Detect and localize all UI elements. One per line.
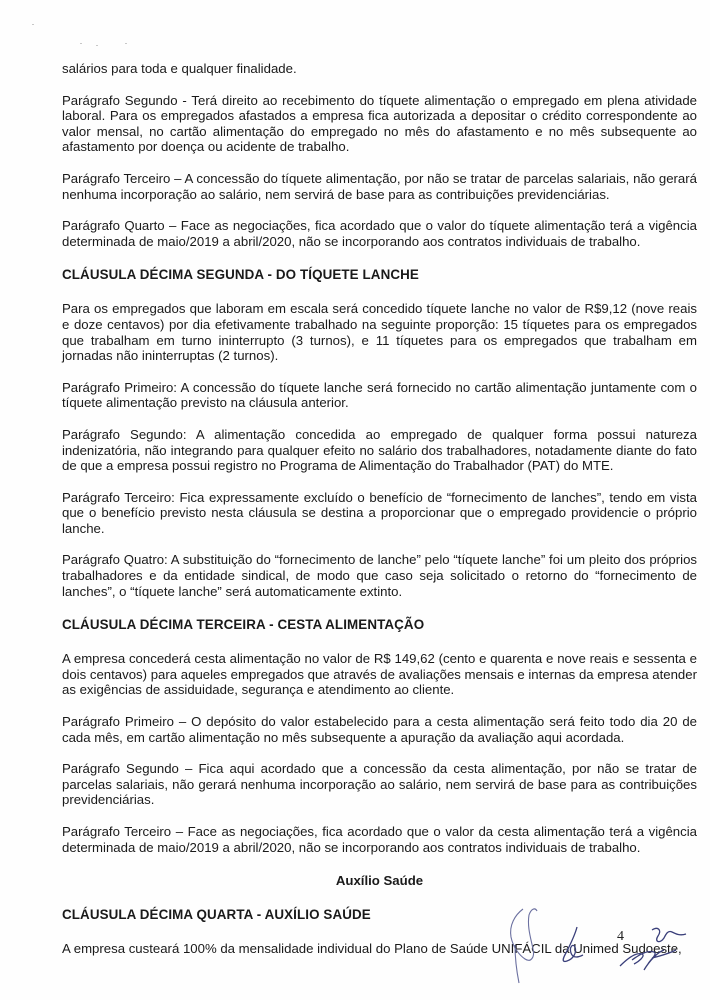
- clause-12-paragrafo-terceiro: Parágrafo Terceiro: Fica expressamente excluído o benefício de “fornecimento de lanches”, tendo em vista que o benefício previsto nesta cláusula se destina a proporcionar que o empregado providencie o próprio lanche.: [62, 489, 697, 536]
- signature-initial-1: [505, 905, 555, 985]
- page-number: 4: [617, 929, 624, 944]
- signature-initial-4: [618, 944, 678, 974]
- paragraph-terceiro-alimentacao: Parágrafo Terceiro – A concessão do tíquete alimentação, por não se tratar de parcelas salariais, não gerará nenhuma incorporação ao salário, nem servirá de base para as contribuições previdenciárias.: [62, 170, 697, 202]
- clause-13-paragrafo-primeiro: Parágrafo Primeiro – O depósito do valor estabelecido para a cesta alimentação será feito todo dia 20 de cada mês, em cartão alimentação no mês subsequente a apuração da avaliação aqui acordada.: [62, 714, 697, 745]
- clause-13-paragrafo-terceiro: Parágrafo Terceiro – Face as negociações, fica acordado que o valor da cesta alimentação terá a vigência determinada de maio/2019 a abril/2020, não se incorporando aos contratos individuais de trabalho.: [62, 824, 697, 855]
- scan-speck: [80, 43, 82, 44]
- scan-speck: [32, 24, 34, 25]
- section-title-auxilio-saude: Auxílio Saúde: [335, 873, 424, 889]
- clause-13-body: A empresa concederá cesta alimentação no valor de R$ 149,62 (cento e quarenta e nove reais e sessenta e dois centavos) para aqueles empregados que através de avaliações mensais e internas da empresa atender as exigências de assiduidade, segurança e atendimento ao cliente.: [62, 651, 697, 698]
- signature-initial-2: [557, 925, 587, 965]
- clause-12-paragrafo-quatro: Parágrafo Quatro: A substituição do “fornecimento de lanche” pelo “tíquete lanche” foi um pleito dos próprios trabalhadores e da entidade sindical, de modo que caso seja solicitado o retorno do “fornecimento de lanches”, o “tíquete lanche” será automaticamente extinto.: [62, 552, 697, 599]
- signature-initial-3: [648, 924, 688, 946]
- clause-14-body: A empresa custeará 100% da mensalidade individual do Plano de Saúde UNIFÁCIL da Unimed Sudoeste,: [62, 940, 682, 956]
- clause-13-paragrafo-segundo: Parágrafo Segundo – Fica aqui acordado que a concessão da cesta alimentação, por não se tratar de parcelas salariais, não gerará nenhuma incorporação ao salário, nem servirá de base para as contribuições previdenciárias.: [62, 761, 697, 808]
- paragraph-salarios: salários para toda e qualquer finalidade.: [62, 61, 297, 76]
- clause-14-heading: CLÁUSULA DÉCIMA QUARTA - AUXÍLIO SAÚDE: [62, 906, 371, 922]
- scan-speck: [96, 45, 98, 46]
- clause-13-heading: CLÁUSULA DÉCIMA TERCEIRA - CESTA ALIMENTAÇÃO: [62, 617, 425, 633]
- scan-speck: [125, 43, 127, 44]
- clause-12-body: Para os empregados que laboram em escala será concedido tíquete lanche no valor de R$9,12 (nove reais e doze centavos) por dia efetivamente trabalhado na seguinte proporção: 15 tíquetes para os empregados que trabalham em turno ininterrupto (3 turnos), e 11 tíquetes para os empregados que trabalham em jornadas não ininterruptas (2 turnos).: [62, 301, 697, 364]
- clause-12-paragrafo-segundo: Parágrafo Segundo: A alimentação concedida ao empregado de qualquer forma possui natureza indenizatória, não integrando para qualquer efeito no salário dos trabalhadores, notadamente diante do fato de que a empresa possui registro no Programa de Alimentação do Trabalhador (PAT) do MTE.: [62, 426, 697, 474]
- paragraph-quarto-alimentacao: Parágrafo Quarto – Face as negociações, fica acordado que o valor do tíquete alimentação terá a vigência determinada de maio/2019 a abril/2020, não se incorporando aos contratos individuais de trabalho.: [62, 218, 697, 249]
- document-body: [62, 61, 697, 956]
- scan-artifacts: [0, 0, 710, 60]
- clause-12-heading: CLÁUSULA DÉCIMA SEGUNDA - DO TÍQUETE LANCHE: [62, 267, 419, 283]
- paragraph-segundo-alimentacao: Parágrafo Segundo - Terá direito ao recebimento do tíquete alimentação o empregado em plena atividade laboral. Para os empregados afastados a empresa fica autorizada a depositar o crédito correspondente ao valor mensal, no cartão alimentação do empregado no mês do afastamento e no mês subsequente ao afastamento por doença ou acidente de trabalho.: [62, 92, 697, 155]
- clause-12-paragrafo-primeiro: Parágrafo Primeiro: A concessão do tíquete lanche será fornecido no cartão alimentação juntamente com o tíquete alimentação previsto na cláusula anterior.: [62, 379, 697, 411]
